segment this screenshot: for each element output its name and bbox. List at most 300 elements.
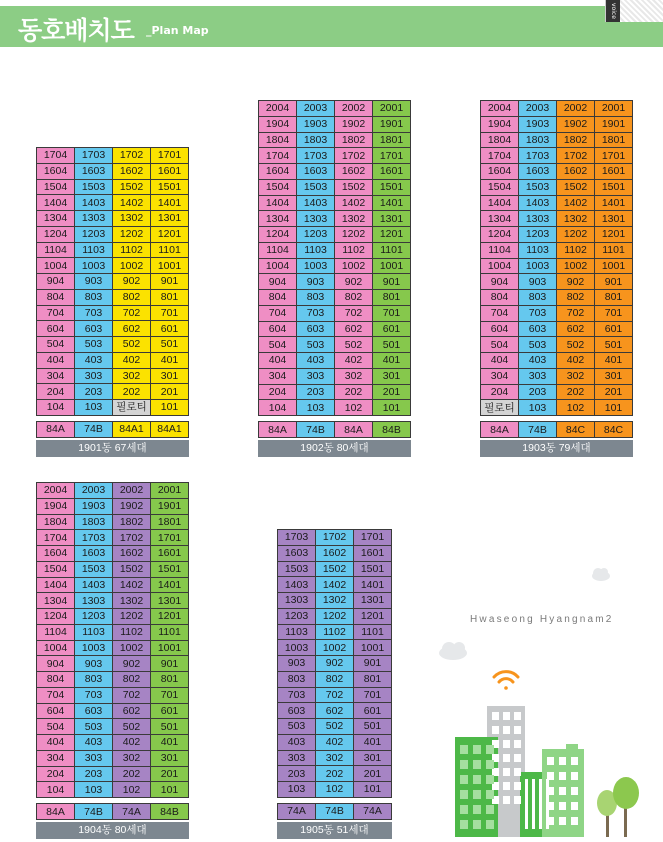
- unit-cell: 201: [354, 766, 392, 782]
- unit-cell: 801: [373, 290, 411, 306]
- unit-cell: 1202: [113, 226, 151, 242]
- floor-row: [37, 195, 189, 211]
- unit-cell: 1301: [151, 211, 189, 227]
- unit-cell: 401: [595, 353, 633, 369]
- unit-cell: 402: [113, 352, 151, 368]
- unit-cell: 1503: [278, 561, 316, 577]
- unit-cell: 903: [278, 656, 316, 672]
- floor-row: [259, 101, 411, 117]
- unit-cell: 1204: [37, 609, 75, 625]
- unit-cell: 904: [481, 274, 519, 290]
- unit-cell: 1201: [151, 226, 189, 242]
- unit-cell: 1804: [37, 514, 75, 530]
- floor-row: [37, 211, 189, 227]
- floor-row: [278, 671, 392, 687]
- unit-cell: 602: [335, 321, 373, 337]
- unit-cell: 403: [75, 352, 113, 368]
- unit-cell: 1702: [113, 530, 151, 546]
- unit-cell: 1901: [373, 116, 411, 132]
- unit-cell: 1402: [113, 195, 151, 211]
- unit-cell: 1901: [151, 498, 189, 514]
- floor-row: [37, 498, 189, 514]
- unit-cell: 801: [354, 671, 392, 687]
- unit-cell: 901: [151, 274, 189, 290]
- unit-cell: 1002: [113, 640, 151, 656]
- unit-cell: 1604: [259, 164, 297, 180]
- unit-cell: 1104: [259, 242, 297, 258]
- unit-cell: 1504: [481, 179, 519, 195]
- unit-cell: 1903: [297, 116, 335, 132]
- unit-cell: 1202: [316, 608, 354, 624]
- city-illustration: [438, 565, 663, 842]
- unit-cell: 1103: [519, 242, 557, 258]
- floor-row: [278, 561, 392, 577]
- floor-row: [259, 116, 411, 132]
- unit-cell: 103: [75, 782, 113, 798]
- floor-row: [37, 483, 189, 499]
- unit-cell: 704: [259, 305, 297, 321]
- floor-row: [37, 337, 189, 353]
- unit-cell: 1601: [595, 164, 633, 180]
- unit-cell: 804: [259, 290, 297, 306]
- unit-cell: 404: [481, 353, 519, 369]
- unit-cell: 502: [316, 719, 354, 735]
- unit-cell: 1103: [75, 242, 113, 258]
- unit-cell: 1502: [113, 561, 151, 577]
- unit-cell: 901: [595, 274, 633, 290]
- unit-cell: 1503: [75, 561, 113, 577]
- floor-row: [259, 337, 411, 353]
- unit-cell: 1701: [354, 530, 392, 546]
- unit-cell: 1802: [113, 514, 151, 530]
- floor-row: [37, 352, 189, 368]
- unit-cell: 903: [75, 656, 113, 672]
- unit-cell: 1902: [557, 116, 595, 132]
- unit-cell: 1004: [37, 640, 75, 656]
- unit-cell: 702: [113, 305, 151, 321]
- unit-cell: 403: [519, 353, 557, 369]
- unit-cell: 504: [259, 337, 297, 353]
- unit-cell: 602: [113, 321, 151, 337]
- unit-type-row: [36, 421, 189, 438]
- unit-cell: 1402: [113, 577, 151, 593]
- unit-cell: 504: [37, 337, 75, 353]
- unit-cell: 1001: [151, 640, 189, 656]
- unit-cell: 1903: [519, 116, 557, 132]
- floor-row: [37, 577, 189, 593]
- floor-row: [37, 766, 189, 782]
- unit-cell: 703: [75, 305, 113, 321]
- unit-cell: 104: [37, 400, 75, 416]
- floor-row: [37, 640, 189, 656]
- floor-row: [259, 242, 411, 258]
- floor-row: [259, 258, 411, 274]
- page-title: 동호배치도: [18, 16, 134, 45]
- floor-row: [259, 227, 411, 243]
- floor-row: [481, 148, 633, 164]
- unit-cell: 201: [595, 384, 633, 400]
- unit-type-cell: 84A1: [151, 421, 189, 437]
- unit-cell: 101: [151, 782, 189, 798]
- unit-cell: 304: [481, 368, 519, 384]
- unit-cell: 801: [151, 672, 189, 688]
- unit-cell: 902: [113, 274, 151, 290]
- unit-type-cell: 74B: [519, 422, 557, 438]
- unit-cell: 1103: [75, 624, 113, 640]
- floor-row: [259, 179, 411, 195]
- unit-cell: 801: [595, 290, 633, 306]
- unit-cell: 1203: [75, 609, 113, 625]
- unit-cell: 903: [519, 274, 557, 290]
- unit-cell: 1004: [481, 258, 519, 274]
- unit-cell: 1303: [278, 593, 316, 609]
- floor-row: [278, 624, 392, 640]
- unit-cell: 604: [37, 321, 75, 337]
- unit-cell: 1003: [278, 640, 316, 656]
- unit-cell: 1602: [557, 164, 595, 180]
- unit-cell: 102: [335, 400, 373, 416]
- unit-cell: 2004: [37, 483, 75, 499]
- unit-cell: 1404: [259, 195, 297, 211]
- unit-cell: 504: [37, 719, 75, 735]
- unit-cell: 803: [75, 289, 113, 305]
- unit-cell: 1603: [75, 163, 113, 179]
- unit-cell: 1403: [297, 195, 335, 211]
- unit-cell: 404: [37, 735, 75, 751]
- unit-cell: 304: [37, 750, 75, 766]
- brand-text: Hwaseong Hyangnam2: [470, 614, 614, 625]
- unit-cell: 201: [151, 766, 189, 782]
- unit-cell: 1804: [259, 132, 297, 148]
- piloti-cell: 필로티: [481, 400, 519, 416]
- unit-cell: 102: [557, 400, 595, 416]
- unit-cell: 703: [519, 305, 557, 321]
- unit-type-cell: 74A: [278, 803, 316, 819]
- unit-cell: 501: [151, 337, 189, 353]
- unit-cell: 1802: [557, 132, 595, 148]
- unit-cell: 902: [557, 274, 595, 290]
- unit-cell: 1003: [519, 258, 557, 274]
- unit-cell: 901: [354, 656, 392, 672]
- unit-cell: 1203: [297, 227, 335, 243]
- unit-cell: 202: [316, 766, 354, 782]
- unit-cell: 503: [297, 337, 335, 353]
- floor-row: [37, 719, 189, 735]
- unit-cell: 601: [151, 703, 189, 719]
- unit-cell: 2001: [373, 101, 411, 117]
- building-caption: 1901동 67세대: [36, 440, 189, 457]
- floor-row: [278, 734, 392, 750]
- unit-cell: 604: [259, 321, 297, 337]
- unit-cell: 1004: [37, 258, 75, 274]
- unit-cell: 2003: [519, 101, 557, 117]
- page-subtitle: _Plan Map: [146, 24, 209, 37]
- unit-cell: 301: [373, 368, 411, 384]
- unit-cell: 1501: [151, 179, 189, 195]
- unit-type-cell: 84A1: [113, 421, 151, 437]
- floor-row: [37, 750, 189, 766]
- floor-row: [259, 400, 411, 416]
- unit-cell: 1904: [481, 116, 519, 132]
- unit-cell: 904: [259, 274, 297, 290]
- floor-row: [481, 116, 633, 132]
- floor-row: [37, 258, 189, 274]
- unit-cell: 1401: [595, 195, 633, 211]
- unit-cell: 1101: [354, 624, 392, 640]
- building-1903: [480, 100, 633, 457]
- unit-cell: 1502: [335, 179, 373, 195]
- unit-cell: 1701: [151, 148, 189, 164]
- unit-cell: 1004: [259, 258, 297, 274]
- unit-cell: 401: [151, 735, 189, 751]
- floor-row: [481, 305, 633, 321]
- unit-cell: 1101: [151, 242, 189, 258]
- unit-cell: 1501: [595, 179, 633, 195]
- unit-cell: 401: [373, 353, 411, 369]
- floor-row: [278, 530, 392, 546]
- unit-cell: 1603: [297, 164, 335, 180]
- unit-cell: 1402: [335, 195, 373, 211]
- floor-row: [37, 179, 189, 195]
- unit-cell: 101: [595, 400, 633, 416]
- floor-row: [259, 368, 411, 384]
- unit-cell: 1601: [373, 164, 411, 180]
- floor-row: [481, 258, 633, 274]
- unit-cell: 1302: [113, 211, 151, 227]
- unit-cell: 802: [557, 290, 595, 306]
- unit-cell: 1804: [481, 132, 519, 148]
- unit-type-cell: 74B: [297, 422, 335, 438]
- unit-cell: 403: [278, 734, 316, 750]
- unit-cell: 1502: [557, 179, 595, 195]
- unit-cell: 1602: [113, 546, 151, 562]
- unit-cell: 902: [316, 656, 354, 672]
- floor-row: [37, 546, 189, 562]
- unit-cell: 1504: [37, 179, 75, 195]
- unit-cell: 101: [151, 400, 189, 416]
- unit-cell: 303: [75, 750, 113, 766]
- unit-cell: 1803: [75, 514, 113, 530]
- unit-cell: 1301: [151, 593, 189, 609]
- unit-cell: 1604: [37, 546, 75, 562]
- floor-row: [259, 164, 411, 180]
- floor-row: [37, 514, 189, 530]
- unit-cell: 601: [373, 321, 411, 337]
- unit-type-cell: 84B: [373, 422, 411, 438]
- unit-cell: 301: [151, 750, 189, 766]
- unit-cell: 203: [75, 766, 113, 782]
- unit-cell: 404: [37, 352, 75, 368]
- unit-cell: 1403: [519, 195, 557, 211]
- unit-cell: 1603: [75, 546, 113, 562]
- unit-cell: 1204: [259, 227, 297, 243]
- unit-cell: 901: [373, 274, 411, 290]
- unit-cell: 1404: [37, 195, 75, 211]
- floor-row: [37, 656, 189, 672]
- unit-cell: 302: [557, 368, 595, 384]
- floor-row: [481, 290, 633, 306]
- unit-cell: 703: [278, 687, 316, 703]
- unit-cell: 803: [297, 290, 335, 306]
- unit-cell: 903: [297, 274, 335, 290]
- unit-cell: 1504: [259, 179, 297, 195]
- cloud-icon: [439, 568, 610, 660]
- unit-cell: 502: [335, 337, 373, 353]
- unit-cell: 502: [113, 337, 151, 353]
- unit-cell: 1201: [151, 609, 189, 625]
- building-1905: [277, 529, 392, 839]
- unit-cell: 1003: [75, 640, 113, 656]
- unit-cell: 1601: [151, 546, 189, 562]
- unit-cell: 2001: [151, 483, 189, 499]
- unit-cell: 101: [354, 782, 392, 798]
- floor-row: [278, 656, 392, 672]
- unit-cell: 601: [354, 703, 392, 719]
- unit-cell: 1801: [595, 132, 633, 148]
- unit-cell: 1002: [316, 640, 354, 656]
- unit-cell: 1202: [113, 609, 151, 625]
- unit-cell: 1302: [335, 211, 373, 227]
- unit-cell: 403: [75, 735, 113, 751]
- unit-cell: 1503: [75, 179, 113, 195]
- unit-cell: 1401: [373, 195, 411, 211]
- unit-cell: 1604: [37, 163, 75, 179]
- floor-row: [481, 101, 633, 117]
- floor-row: [278, 703, 392, 719]
- unit-cell: 904: [37, 656, 75, 672]
- piloti-cell: 필로티: [113, 400, 151, 416]
- unit-cell: 1402: [557, 195, 595, 211]
- unit-cell: 201: [151, 384, 189, 400]
- floor-row: [278, 766, 392, 782]
- unit-cell: 503: [519, 337, 557, 353]
- unit-cell: 1303: [75, 593, 113, 609]
- unit-cell: 202: [113, 384, 151, 400]
- unit-cell: 1001: [373, 258, 411, 274]
- unit-cell: 1201: [354, 608, 392, 624]
- unit-cell: 104: [37, 782, 75, 798]
- unit-cell: 704: [481, 305, 519, 321]
- unit-cell: 702: [316, 687, 354, 703]
- corner-tag: voice: [606, 0, 620, 22]
- unit-type-row: [258, 421, 411, 438]
- unit-cell: 503: [75, 337, 113, 353]
- building-1902: [258, 100, 411, 457]
- unit-cell: 1304: [481, 211, 519, 227]
- unit-cell: 1602: [316, 545, 354, 561]
- floor-row: [37, 624, 189, 640]
- unit-cell: 902: [113, 656, 151, 672]
- unit-cell: 702: [335, 305, 373, 321]
- unit-cell: 1204: [37, 226, 75, 242]
- unit-cell: 1702: [335, 148, 373, 164]
- unit-cell: 1701: [595, 148, 633, 164]
- unit-cell: 204: [37, 766, 75, 782]
- floor-row: [259, 321, 411, 337]
- unit-cell: 1002: [335, 258, 373, 274]
- unit-cell: 203: [278, 766, 316, 782]
- unit-cell: 2003: [297, 101, 335, 117]
- floor-row: [37, 593, 189, 609]
- unit-type-cell: 84B: [151, 804, 189, 820]
- unit-cell: 1404: [481, 195, 519, 211]
- unit-cell: 603: [75, 321, 113, 337]
- unit-type-cell: 74A: [113, 804, 151, 820]
- floor-row: [259, 305, 411, 321]
- unit-cell: 802: [316, 671, 354, 687]
- unit-cell: 1501: [373, 179, 411, 195]
- floor-row: [37, 226, 189, 242]
- unit-cell: 2001: [595, 101, 633, 117]
- unit-cell: 804: [37, 672, 75, 688]
- unit-cell: 301: [151, 368, 189, 384]
- unit-cell: 1701: [373, 148, 411, 164]
- unit-cell: 501: [354, 719, 392, 735]
- unit-cell: 403: [297, 353, 335, 369]
- unit-cell: 702: [557, 305, 595, 321]
- unit-cell: 1904: [37, 498, 75, 514]
- unit-cell: 201: [373, 384, 411, 400]
- unit-cell: 1402: [316, 577, 354, 593]
- floor-row: [481, 400, 633, 416]
- floor-row: [37, 148, 189, 164]
- unit-cell: 1903: [75, 498, 113, 514]
- unit-cell: 101: [373, 400, 411, 416]
- unit-type-row: [480, 421, 633, 438]
- unit-cell: 1702: [316, 530, 354, 546]
- unit-cell: 304: [37, 368, 75, 384]
- floor-row: [37, 530, 189, 546]
- floor-row: [481, 353, 633, 369]
- unit-cell: 1203: [75, 226, 113, 242]
- floor-row: [481, 337, 633, 353]
- unit-cell: 1103: [278, 624, 316, 640]
- floor-row: [481, 164, 633, 180]
- unit-cell: 1503: [519, 179, 557, 195]
- floor-row: [37, 687, 189, 703]
- unit-type-cell: 74A: [354, 803, 392, 819]
- unit-cell: 802: [335, 290, 373, 306]
- unit-cell: 803: [75, 672, 113, 688]
- unit-cell: 102: [316, 782, 354, 798]
- floor-row: [278, 687, 392, 703]
- unit-type-cell: 84A: [335, 422, 373, 438]
- floor-row: [481, 368, 633, 384]
- building-caption: 1905동 51세대: [277, 822, 392, 839]
- unit-cell: 803: [519, 290, 557, 306]
- unit-cell: 1201: [595, 227, 633, 243]
- unit-cell: 701: [151, 687, 189, 703]
- unit-cell: 804: [37, 289, 75, 305]
- floor-row: [37, 672, 189, 688]
- unit-cell: 1602: [113, 163, 151, 179]
- unit-cell: 702: [113, 687, 151, 703]
- unit-cell: 503: [278, 719, 316, 735]
- unit-cell: 402: [316, 734, 354, 750]
- unit-cell: 303: [519, 368, 557, 384]
- unit-cell: 501: [151, 719, 189, 735]
- unit-cell: 402: [335, 353, 373, 369]
- floor-row: [259, 148, 411, 164]
- unit-cell: 1001: [151, 258, 189, 274]
- unit-cell: 1103: [297, 242, 335, 258]
- unit-cell: 1702: [557, 148, 595, 164]
- unit-cell: 202: [335, 384, 373, 400]
- unit-cell: 602: [557, 321, 595, 337]
- unit-cell: 202: [557, 384, 595, 400]
- floor-row: [37, 368, 189, 384]
- unit-type-cell: 84A: [481, 422, 519, 438]
